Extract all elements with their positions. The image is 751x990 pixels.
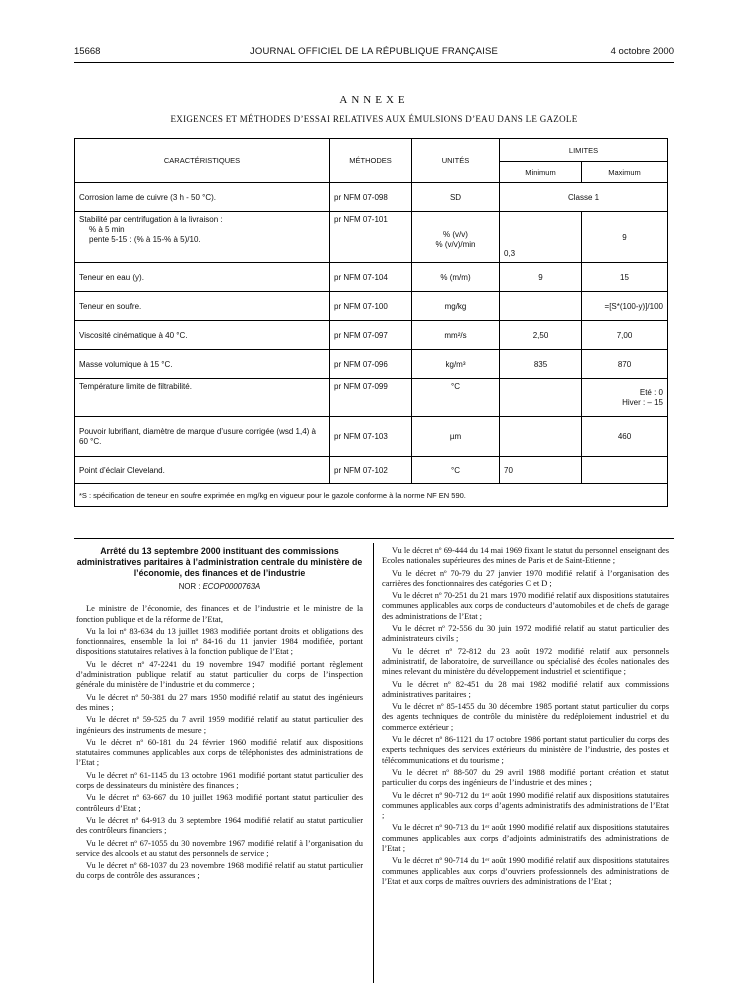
cell-char: Corrosion lame de cuivre (3 h - 50 °C). [75, 183, 330, 212]
cell-method: pr NFM 07-101 [330, 212, 412, 263]
table-footnote: *S : spécification de teneur en soufre exprimée en mg/kg en vigueur pour le gazole conforme à la norme NF EN 590. [75, 484, 668, 507]
cell-char: Point d’éclair Cleveland. [75, 457, 330, 484]
paragraph: Vu le décret nº 64-913 du 3 septembre 1964 modifié relatif au statut particulier des contrôleurs financiers ; [76, 815, 363, 836]
table-row [75, 457, 668, 484]
cell-method: pr NFM 07-096 [330, 350, 412, 379]
cell-unit: °C [412, 457, 500, 484]
cell-limit-span: Classe 1 [500, 183, 668, 212]
cell-unit: µm [412, 417, 500, 457]
table-row [75, 292, 668, 321]
decree-title: Arrêté du 13 septembre 2000 instituant des commissions administratives paritaires à l’administration centrale du ministère de l’économie, des finances et de l’industrie [76, 546, 363, 578]
annexe-heading: ANNEXE [339, 94, 409, 106]
cell-unit-line: % (v/v)/min [435, 240, 476, 249]
cell-char-line: pente 5-15 : (% à 15-% à 5)/10. [89, 235, 201, 244]
paragraph: Vu le décret nº 90-712 du 1ᵉʳ août 1990 modifié relatif aux dispositions statutaires communes applicables aux corps d’agents administratifs des administrations de l’Etat ; [382, 790, 669, 821]
cell-max: 9 [582, 212, 668, 263]
table-row [75, 350, 668, 379]
cell-max-line: Eté : 0 [639, 387, 663, 397]
cell-max [582, 379, 668, 417]
cell-min [500, 379, 582, 417]
cell-min: 70 [500, 457, 582, 484]
cell-max: 460 [582, 417, 668, 457]
cell-unit: °C [412, 379, 500, 417]
paragraph: Vu le décret nº 82-451 du 28 mai 1982 modifié relatif aux commissions administratives paritaires ; [382, 679, 669, 699]
cell-max: 15 [582, 263, 668, 292]
cell-max: 7,00 [582, 321, 668, 350]
cell-min [500, 292, 582, 321]
cell-max: 870 [582, 350, 668, 379]
paragraph: Le ministre de l’économie, des finances et de l’industrie et le ministre de la fonction publique et de la réforme de l’Etat, [76, 604, 363, 624]
paragraph: Vu le décret nº 47-2241 du 19 novembre 1947 modifié portant règlement d’administration publique relatif au statut particulier du corps de l’inspection générale du ministère de l’industrie et du commerce ; [76, 659, 363, 690]
paragraph: Vu le décret nº 72-556 du 30 juin 1972 modifié relatif au statut particulier des administrateurs civils ; [382, 624, 669, 644]
cell-method: pr NFM 07-099 [330, 379, 412, 417]
nor-label: NOR : [178, 582, 203, 591]
cell-char-line: 60 °C. [79, 436, 102, 446]
right-column [382, 546, 669, 889]
table-row [75, 321, 668, 350]
specifications-table [74, 138, 668, 507]
table-row [75, 183, 668, 212]
cell-char-line: Stabilité par centrifugation à la livraison : [79, 215, 223, 224]
paragraph: Vu le décret nº 60-181 du 24 février 1960 modifié relatif aux dispositions statutaires communes applicables aux corps de téléphonistes des administrations de l’Etat ; [76, 737, 363, 768]
cell-min: 835 [500, 350, 582, 379]
paragraph: Vu la loi nº 83-634 du 13 juillet 1983 modifiée portant droits et obligations des fonctionnaires, ensemble la loi nº 84-16 du 11 janvier 1984 modifiée, portant dispositions statutaires relatives à la fonction publique de l’Etat ; [76, 626, 363, 657]
cell-char: Viscosité cinématique à 40 °C. [75, 321, 330, 350]
paragraph: Vu le décret nº 68-1037 du 23 novembre 1968 modifié relatif au statut particulier du corps de contrôle des assurances ; [76, 861, 363, 881]
paragraph: Vu le décret nº 70-251 du 21 mars 1970 modifié relatif aux dispositions statutaires communes applicables aux corps de conducteurs d’automobiles et de chefs de garage des administrations de l’Etat ; [382, 591, 669, 621]
cell-max-line: Hiver : – 15 [622, 397, 663, 407]
cell-method: pr NFM 07-098 [330, 183, 412, 212]
cell-char [75, 417, 330, 457]
cell-unit [412, 212, 500, 263]
cell-char [75, 212, 330, 263]
cell-method: pr NFM 07-103 [330, 417, 412, 457]
table-row [75, 212, 668, 263]
table-row [75, 417, 668, 457]
paragraph: Vu le décret nº 67-1055 du 30 novembre 1967 modifié relatif à l’organisation du service des alcools et au statut des personnels de service ; [76, 838, 363, 858]
cell-min [500, 417, 582, 457]
cell-min: 2,50 [500, 321, 582, 350]
paragraph: Vu le décret nº 90-713 du 1ᵉʳ août 1990 modifié relatif aux dispositions statutaires communes applicables aux corps d’adjoints administratifs des administrations de l’Etat ; [382, 823, 669, 854]
cell-unit: % (m/m) [412, 263, 500, 292]
cell-char-line: Pouvoir lubrifiant, diamètre de marque d’usure corrigée (wsd 1,4) à [79, 426, 317, 436]
cell-unit-line: % (v/v) [443, 230, 468, 239]
issue-date: 4 octobre 2000 [610, 46, 674, 57]
table-row [75, 379, 668, 417]
cell-method: pr NFM 07-097 [330, 321, 412, 350]
paragraph: Vu le décret nº 59-525 du 7 avril 1959 modifié relatif au statut particulier des ingénieurs des instruments de mesure ; [76, 715, 363, 735]
paragraph: Vu le décret nº 63-667 du 10 juillet 1963 modifié portant statut particulier des contrôleurs d’Etat ; [76, 793, 363, 813]
cell-char: Masse volumique à 15 °C. [75, 350, 330, 379]
cell-unit: mg/kg [412, 292, 500, 321]
col-header-methodes: MÉTHODES [330, 139, 412, 183]
paragraph: Vu le décret nº 90-714 du 1ᵉʳ août 1990 modifié relatif aux dispositions statutaires communes applicables aux corps d’ouvriers professionnels des administrations de l’Etat et aux corps de maîtres ouvriers des administrations de l’Etat ; [382, 856, 669, 886]
paragraph: Vu le décret nº 70-79 du 27 janvier 1970 modifié relatif à l’organisation des carrières des fonctionnaires des catégories C et D ; [382, 568, 669, 588]
column-separator [373, 543, 374, 983]
cell-method: pr NFM 07-100 [330, 292, 412, 321]
col-header-unites: UNITÉS [412, 139, 500, 183]
page-header [74, 46, 674, 60]
nor-reference [76, 582, 363, 592]
page-number: 15668 [74, 46, 101, 57]
paragraph: Vu le décret nº 85-1455 du 30 décembre 1985 portant statut particulier du corps des agents techniques de contrôle du ministère du redéploiement industriel et du commerce extérieur ; [382, 702, 669, 732]
col-header-minimum: Minimum [500, 162, 582, 183]
journal-title: JOURNAL OFFICIEL DE LA RÉPUBLIQUE FRANÇAISE [249, 46, 499, 57]
cell-max [582, 457, 668, 484]
paragraph: Vu le décret nº 50-381 du 27 mars 1950 modifié relatif au statut des ingénieurs des mines ; [76, 692, 363, 712]
paragraph: Vu le décret nº 69-444 du 14 mai 1969 fixant le statut du personnel enseignant des Ecoles nationales supérieures des mines de Paris et de Saint-Etienne ; [382, 546, 669, 566]
cell-unit: mm²/s [412, 321, 500, 350]
left-column [76, 546, 363, 884]
cell-char: Température limite de filtrabilité. [75, 379, 330, 417]
col-header-maximum: Maximum [582, 162, 668, 183]
cell-unit: SD [412, 183, 500, 212]
table-row [75, 263, 668, 292]
annexe-subtitle: EXIGENCES ET MÉTHODES D’ESSAI RELATIVES AUX ÉMULSIONS D’EAU DANS LE GAZOLE [170, 114, 578, 124]
cell-min: 9 [500, 263, 582, 292]
cell-min: 0,3 [500, 212, 582, 263]
cell-char: Teneur en eau (y). [75, 263, 330, 292]
paragraph: Vu le décret nº 61-1145 du 13 octobre 1961 modifié portant statut particulier des corps de dessinateurs du ministère des finances ; [76, 770, 363, 791]
section-rule [74, 538, 674, 539]
cell-char-line: % à 5 min [89, 225, 125, 234]
cell-method: pr NFM 07-102 [330, 457, 412, 484]
cell-method: pr NFM 07-104 [330, 263, 412, 292]
cell-unit: kg/m³ [412, 350, 500, 379]
paragraph: Vu le décret nº 86-1121 du 17 octobre 1986 portant statut particulier du corps des experts techniques des services extérieurs du ministère de l’industrie, des postes et télécommunications et du tourisme ; [382, 735, 669, 765]
nor-code: ECOP0000763A [202, 582, 261, 591]
paragraph: Vu le décret nº 88-507 du 29 avril 1988 modifié portant création et statut particulier du corps des ingénieurs de l’industrie et des mines ; [382, 767, 669, 788]
cell-max: =[S*(100-y)]/100 [582, 292, 668, 321]
paragraph: Vu le décret nº 72-812 du 23 août 1972 modifié relatif aux personnels administratif, de laboratoire, de surveillance ou spécialisé des écoles nationales des mines relevant du ministère du développement industriel et scientifique ; [382, 646, 669, 677]
col-header-caracteristiques: CARACTÉRISTIQUES [75, 139, 330, 183]
table-footnote-row [75, 484, 668, 507]
cell-char: Teneur en soufre. [75, 292, 330, 321]
header-rule [74, 62, 674, 63]
col-header-limites: LIMITES [500, 139, 668, 162]
